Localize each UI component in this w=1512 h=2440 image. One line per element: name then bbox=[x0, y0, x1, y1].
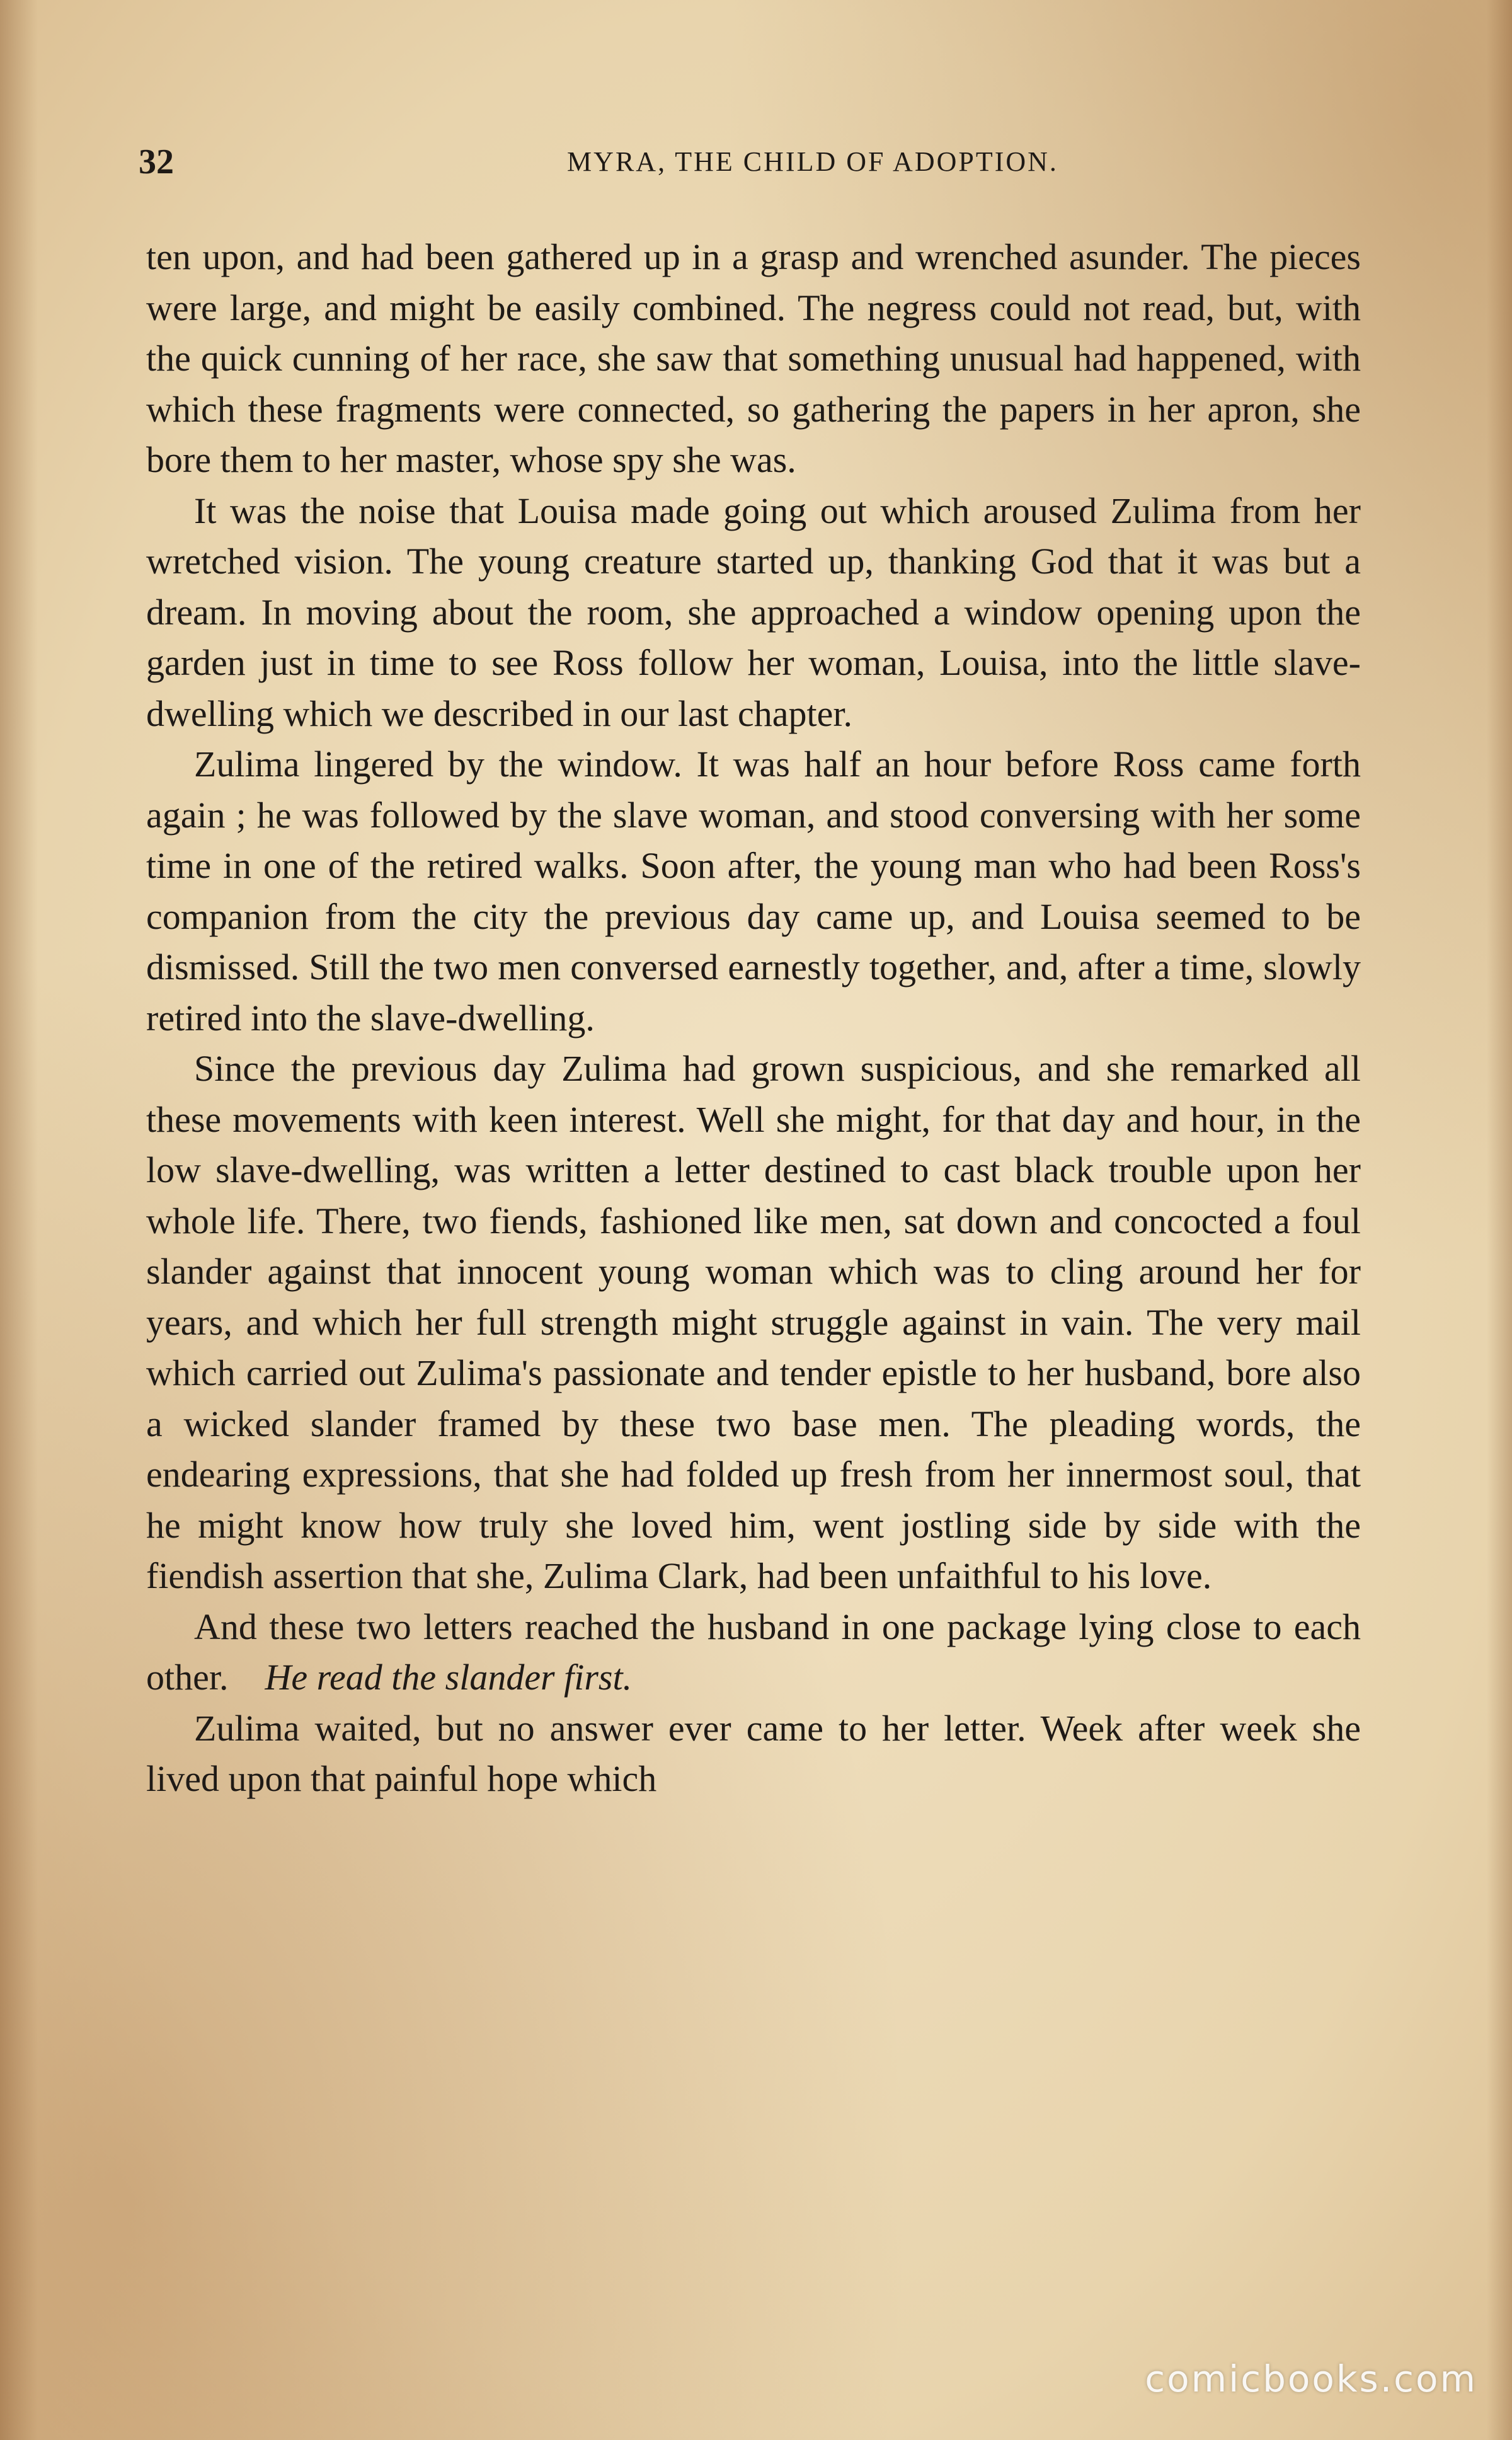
watermark: comicbooks.com bbox=[1145, 2357, 1477, 2400]
paragraph-5 bbox=[146, 1602, 1361, 1703]
page-edge-shadow-right bbox=[1487, 0, 1512, 2440]
paragraph-5-emphasis: He read the slander first. bbox=[265, 1657, 633, 1698]
page-header bbox=[139, 140, 1364, 184]
page-edge-shadow-left bbox=[0, 0, 38, 2440]
page-number: 32 bbox=[139, 142, 174, 181]
paragraph-1: ten upon, and had been gathered up in a grasp and wrenched asunder. The pieces were large, and might be easily combined. The negress could not read, but, with the quick cunning of her race, she saw that something unusual had happened, with which these fragments were connected, so gathering the papers in her apron, she bore them to her master, whose spy she was. bbox=[146, 236, 1361, 480]
paragraph-3: Zulima lingered by the window. It was half an hour before Ross came forth again ; he was followed by the slave woman, and stood conversing with her some time in one of the retired walks. Soon after, the young man who had been Ross's companion from the city the previous day came up, and Louisa seemed to be dismissed. Still the two men conversed earnestly together, and, after a time, slowly retired into the slave-dwelling. bbox=[146, 744, 1361, 1039]
paragraph-2: It was the noise that Louisa made going out which aroused Zulima from her wretched vision. The young creature started up, thanking God that it was but a dream. In moving about the room, she approached a window opening upon the garden just in time to see Ross follow her woman, Louisa, into the little slave-dwelling which we described in our last chapter. bbox=[146, 490, 1361, 734]
running-title: MYRA, THE CHILD OF ADOPTION. bbox=[567, 146, 1058, 177]
paragraph-4: Since the previous day Zulima had grown suspicious, and she remarked all these movements with keen interest. Well she might, for that day and hour, in the low slave-dwelling, was written a letter destined to cast black trouble upon her whole life. There, two fiends, fashioned like men, sat down and concocted a foul slander against that innocent young woman which was to cling around her for years, and which her full strength might struggle against in vain. The very mail which carried out Zulima's passionate and tender epistle to her husband, bore also a wicked slander framed by these two base men. The pleading words, the endearing expressions, that she had folded up fresh from her innermost soul, that he might know how truly she loved him, went jostling side by side with the fiendish assertion that she, Zulima Clark, had been unfaithful to his love. bbox=[146, 1048, 1361, 1596]
body-text bbox=[146, 232, 1361, 1805]
paragraph-5-text: And these two letters reached the husband in one package lying close to each other. bbox=[146, 1606, 1361, 1698]
paragraph-6: Zulima waited, but no answer ever came to her letter. Week after week she lived upon that painful hope which bbox=[146, 1707, 1361, 1799]
